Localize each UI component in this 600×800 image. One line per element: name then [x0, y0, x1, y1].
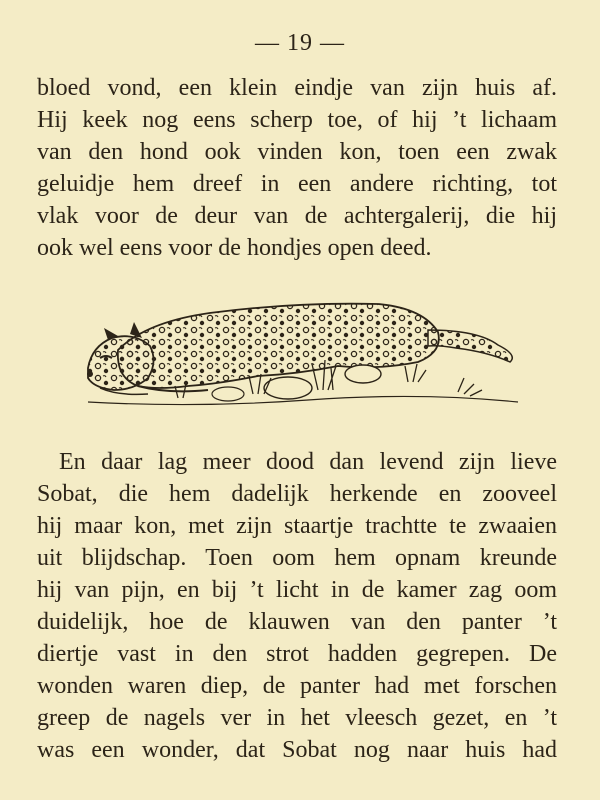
- panther-illustration: [78, 290, 528, 420]
- text-line: Sobat, die hem dadelijk herkende en zooveel: [37, 481, 557, 507]
- text-line: hij van pijn, en bij ’t licht in de kamer zag oom: [37, 577, 557, 603]
- page-number: — 19 —: [255, 30, 345, 56]
- text-line: van den hond ook vinden kon, toen een zwak: [37, 139, 557, 165]
- text-line: geluidje hem dreef in een andere richting, tot: [37, 171, 557, 197]
- text-line: hij maar kon, met zijn staartje trachtte te zwaaien: [37, 513, 557, 539]
- text-line: ook wel eens voor de hondjes open deed.: [37, 235, 432, 261]
- text-line: was een wonder, dat Sobat nog naar huis had: [37, 737, 557, 763]
- paragraph-1: [37, 72, 557, 264]
- text-line: greep de nagels ver in het vleesch gezet, en ’t: [37, 705, 557, 731]
- text-line: Hij keek nog eens scherp toe, of hij ’t lichaam: [37, 107, 557, 133]
- text-line: vlak voor de deur van de achtergalerij, die hij: [37, 203, 557, 229]
- paragraph-2: [37, 446, 557, 766]
- text-line: En daar lag meer dood dan levend zijn lieve: [59, 449, 557, 475]
- text-line: duidelijk, hoe de klauwen van den panter ’t: [37, 609, 557, 635]
- text-line: bloed vond, een klein eindje van zijn huis af.: [37, 75, 557, 101]
- text-line: diertje vast in den strot hadden gegrepen. De: [37, 641, 557, 667]
- text-line: wonden waren diep, de panter had met forschen: [37, 673, 557, 699]
- text-line: uit blijdschap. Toen oom hem opnam kreunde: [37, 545, 557, 571]
